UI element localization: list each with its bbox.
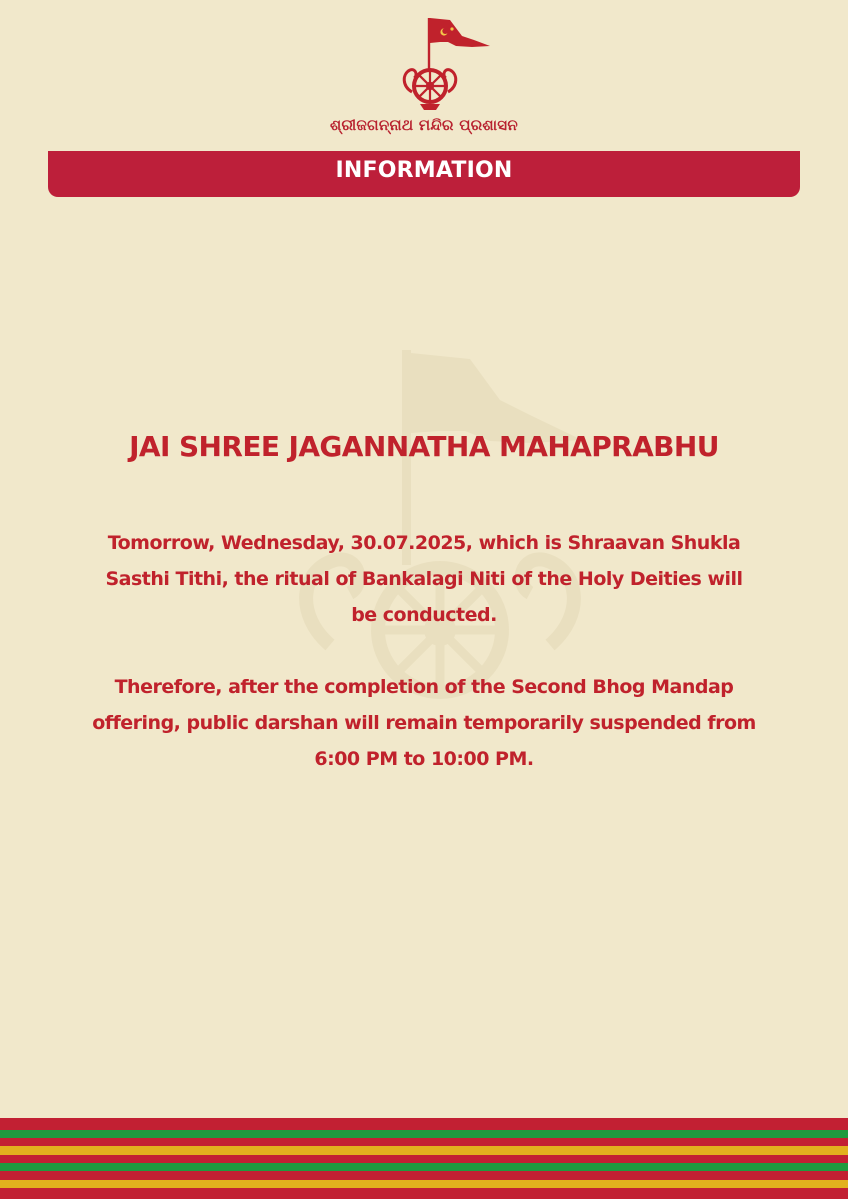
stripe-green — [0, 1130, 848, 1138]
stripe-red — [0, 1155, 848, 1163]
notice-heading: JAI SHREE JAGANNATHA MAHAPRABHU — [129, 430, 719, 463]
stripe-yellow — [0, 1180, 848, 1188]
stripe-red — [0, 1171, 848, 1180]
notice-paragraph-darshan: Therefore, after the completion of the Second Bhog Mandap offering, public darshan will remain temporarily suspended from 6:00 PM to 10:00 PM. — [92, 676, 756, 770]
stripe-green — [0, 1163, 848, 1171]
stripe-red — [0, 1188, 848, 1199]
org-name: ଶ୍ରୀଜଗନ୍ନାଥ ମନ୍ଦିର ପ୍ରଶାସନ — [329, 116, 519, 134]
information-banner: INFORMATION — [48, 151, 800, 197]
footer-stripes — [0, 1118, 848, 1199]
stripe-red — [0, 1118, 848, 1130]
notice-paragraph-ritual: Tomorrow, Wednesday, 30.07.2025, which is Shraavan Shukla Sasthi Tithi, the ritual of Bankalagi Niti of the Holy Deities will be conducted. — [105, 532, 743, 626]
stripe-yellow — [0, 1146, 848, 1155]
temple-flag-chakra-icon — [390, 12, 500, 112]
stripe-red — [0, 1138, 848, 1146]
